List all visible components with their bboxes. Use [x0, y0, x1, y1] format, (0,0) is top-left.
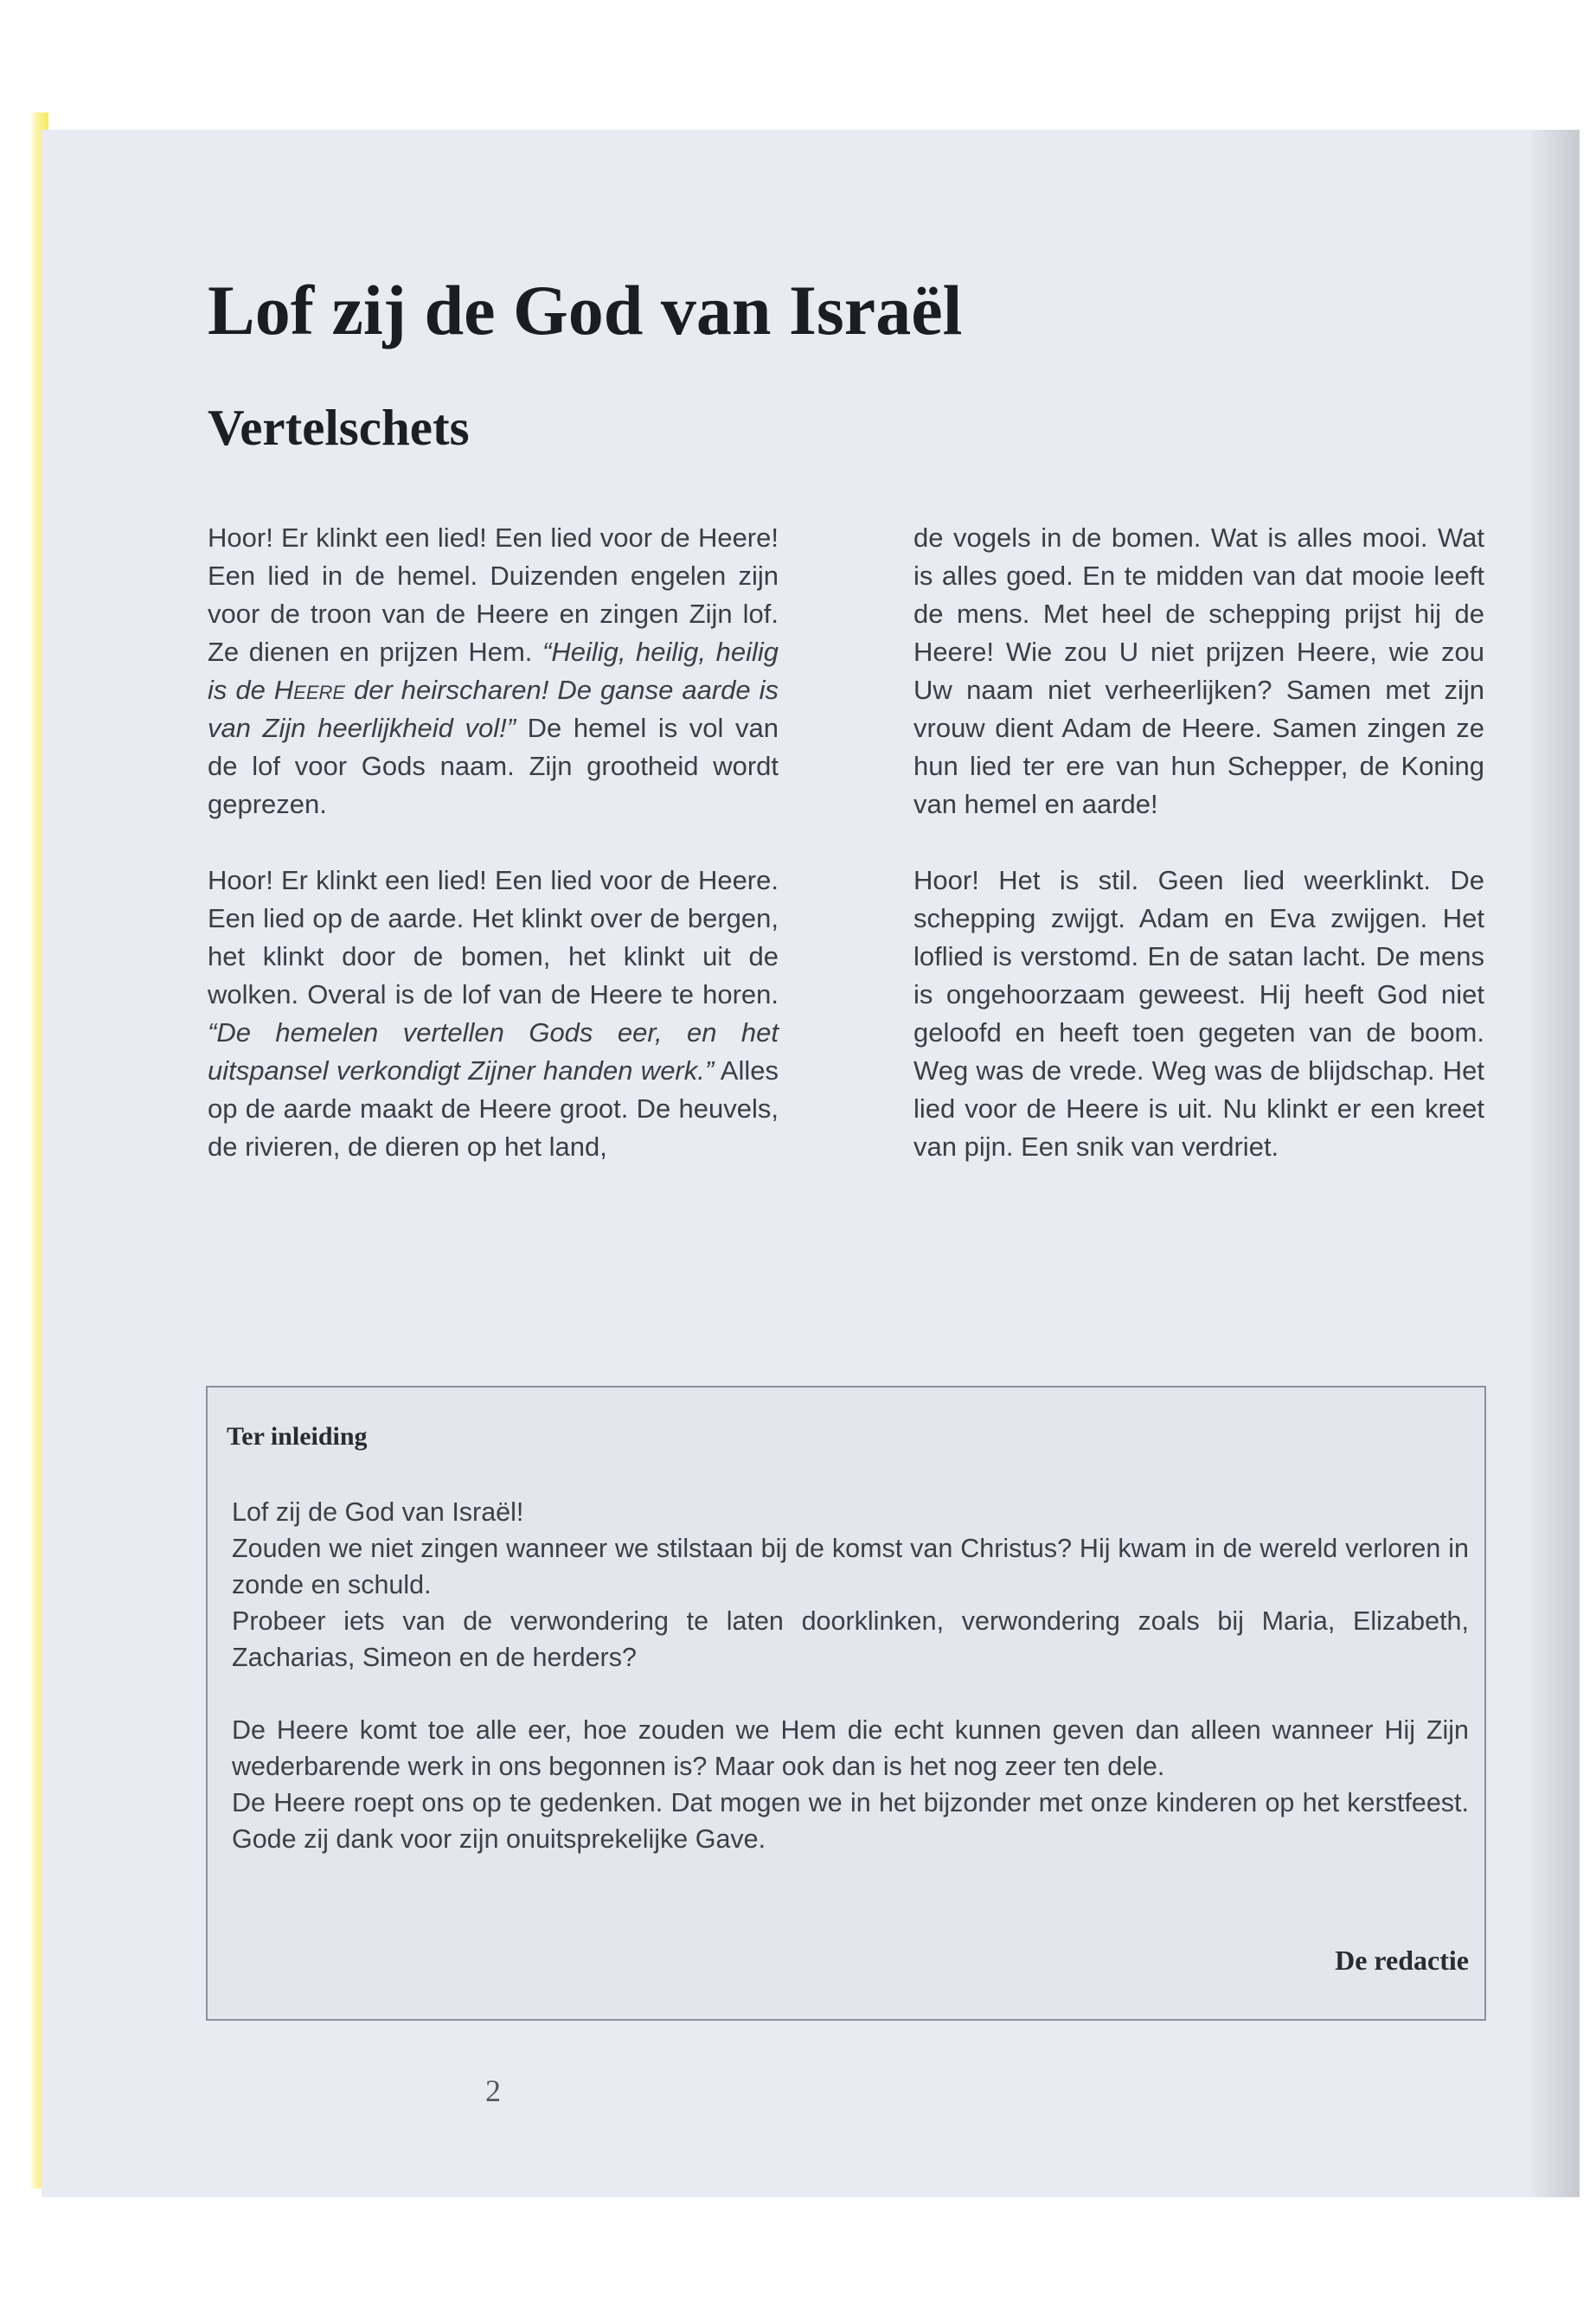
left-column	[208, 519, 779, 1166]
article-title: Lof zij de God van Israël	[208, 271, 963, 349]
intro-box-title: Ter inleiding	[227, 1422, 368, 1451]
intro-paragraph-2: Probeer iets van de verwondering te laten doorklinken, verwondering zoals bij Maria, Elizabeth, Zacharias, Simeon en de herders?	[232, 1606, 1469, 1672]
right-paragraph-1: de vogels in de bomen. Wat is alles mooi. Wat is alles goed. En te midden van dat mooie leeft de mens. Met heel de schepping prijst hij de Heere! Wie zou U niet prijzen Heere, wie zou Uw naam niet verheerlijken? Samen met zijn vrouw dient Adam de Heere. Samen zingen ze hun lied ter ere van hun Schepper, de Koning van hemel en aarde!	[913, 522, 1484, 819]
right-column	[913, 519, 1484, 1166]
right-paragraph-2: Hoor! Het is stil. Geen lied weerklinkt. De schepping zwijgt. Adam en Eva zwijgen. Het loflied is verstomd. En de satan lacht. De mens is ongehoorzaam geweest. Hij heeft God niet geloofd en heeft toen gegeten van de boom. Weg was de vrede. Weg was de blijdschap. Het lied voor de Heere is uit. Nu klinkt er een kreet van pijn. Een snik van verdriet.	[913, 865, 1484, 1162]
page-gutter-shadow	[1531, 130, 1580, 2197]
intro-line-1: Lof zij de God van Israël!	[232, 1497, 524, 1527]
quote-psalm: “De hemelen vertellen Gods eer, en het uitspansel verkondigt Zijner handen werk.”	[208, 1017, 779, 1086]
quote-isaiah: “Heilig, heilig, heilig is de Heere der heirscharen! De ganse aarde is van Zijn heerlijkheid vol!”	[208, 637, 779, 743]
intro-paragraph-3: De Heere komt toe alle eer, hoe zouden we Hem die echt kunnen geven dan alleen wanneer Hij Zijn wederbarende werk in ons begonnen is? Maar ook dan is het nog zeer ten dele.	[232, 1715, 1469, 1781]
left-paragraph-2: Hoor! Er klinkt een lied! Een lied voor de Heere. Een lied op de aarde. Het klinkt over de bergen, het klinkt door de bomen, het klinkt uit de wolken. Overal is de lof van de Heere te horen. “De hemelen vertellen Gods eer, en het uitspansel verkondigt Zijner handen werk.” Alles op de aarde maakt de Heere groot. De heuvels, de rivieren, de dieren op het land,	[208, 865, 779, 1162]
page-number: 2	[485, 2073, 501, 2108]
intro-box-body	[232, 1494, 1469, 1857]
left-paragraph-1: Hoor! Er klinkt een lied! Een lied voor de Heere! Een lied in de hemel. Duizenden engelen zijn voor de troon van de Heere en zingen Zijn lof. Ze dienen en prijzen Hem. “Heilig, heilig, heilig is de Heere der heirscharen! De ganse aarde is van Zijn heerlijkheid vol!” De hemel is vol van de lof voor Gods naam. Zijn grootheid wordt geprezen.	[208, 522, 779, 819]
intro-signature: De redactie	[1335, 1945, 1469, 1976]
intro-paragraph-1: Zouden we niet zingen wanneer we stilstaan bij de komst van Christus? Hij kwam in de wereld verloren in zonde en schuld.	[232, 1534, 1469, 1599]
article-subtitle: Vertelschets	[208, 399, 470, 456]
intro-paragraph-4: De Heere roept ons op te gedenken. Dat mogen we in het bijzonder met onze kinderen op het kerstfeest. Gode zij dank voor zijn onuitsprekelijke Gave.	[232, 1788, 1469, 1854]
